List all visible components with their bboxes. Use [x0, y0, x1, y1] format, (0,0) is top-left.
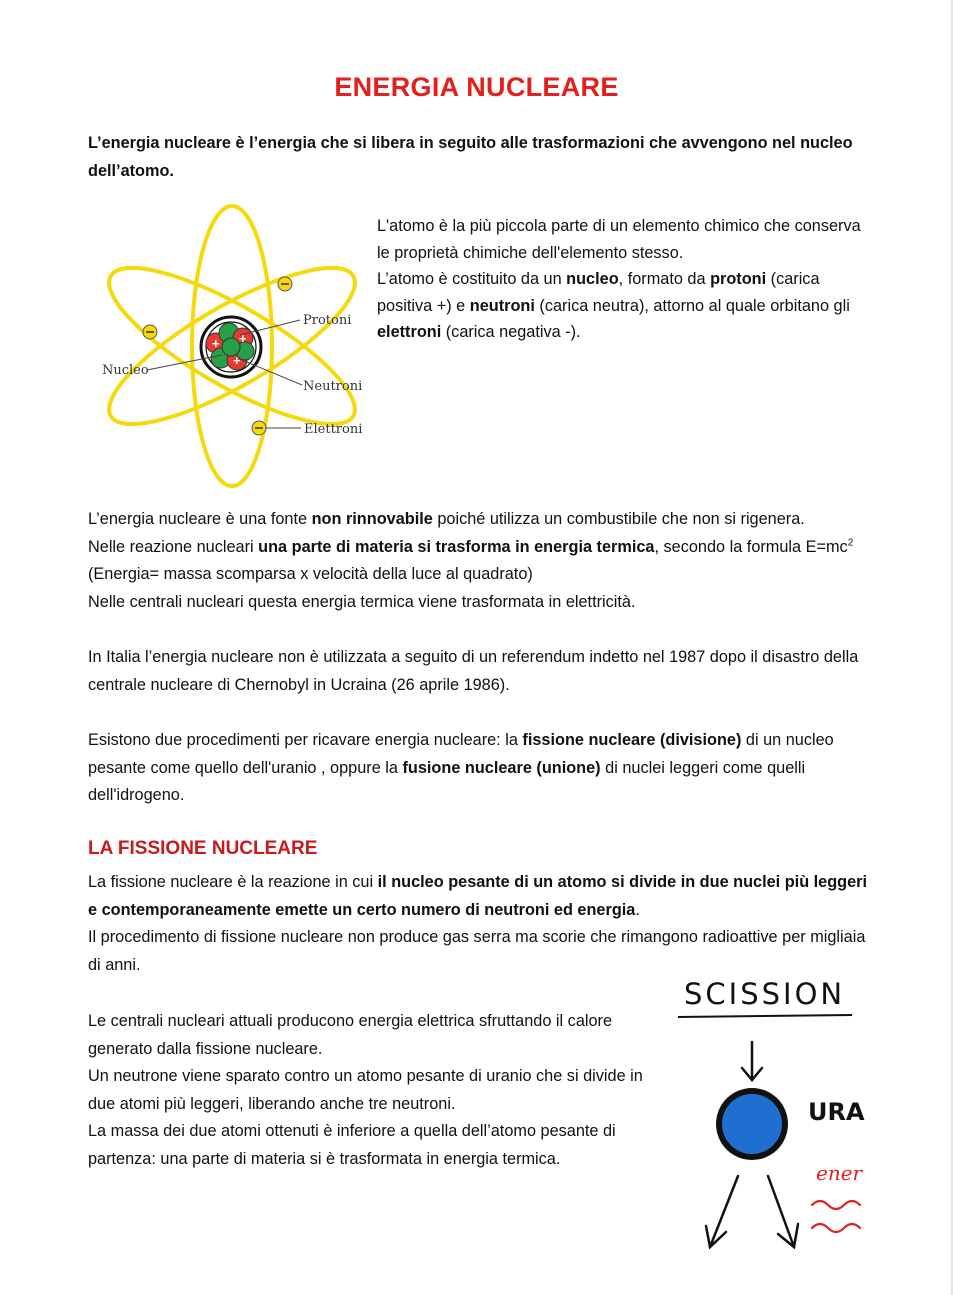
label-neutrons: Neutroni: [303, 379, 363, 394]
sketch-heading: SCISSION: [684, 977, 846, 1011]
italy-paragraph: In Italia l’energia nucleare non è utilizzata a seguito di un referendum indetto nel 1987 dopo il disastro della centrale nucleare di Chernobyl in Ucraina (26 aprile 1986).: [88, 648, 859, 694]
atom-description: L'atomo è la più piccola parte di un elemento chimico che conserva le proprietà chimiche dell'elemento stesso. L’atomo è costituito da un nucleo, formato da protoni (carica positiva +) e neutroni (carica neutra), attorno al quale orbitano gli elettroni (carica negativa -).: [377, 217, 861, 341]
sketch-label-uranium: URA: [808, 1098, 865, 1126]
power-plant-paragraph: Le centrali nucleari attuali producono energia elettrica sfruttando il calore generato dalla fissione nucleare. Un neutrone viene sparato contro un atomo pesante di uranio che si divide in due atomi più leggeri, liberando anche tre neutroni. La massa dei due atomi ottenuti è inferiore a quella dell’atomo pesante di partenza: una parte di materia si è trasformata in energia termica.: [88, 1012, 643, 1168]
intro-paragraph: L’energia nucleare è l’energia che si libera in seguito alle trasformazioni che avvengono nel nucleo dell’atomo.: [88, 134, 853, 180]
atom-diagram: [92, 200, 367, 495]
svg-text:+: +: [239, 331, 247, 346]
label-nucleus: Nucleo: [102, 363, 149, 378]
section-title-fission: LA FISSIONE NUCLEARE: [88, 838, 318, 859]
split-arrows-icon: [706, 1176, 798, 1247]
fission-definition-paragraph: La fissione nucleare è la reazione in cui il nucleo pesante di un atomo si divide in due nuclei più leggeri e contemporaneamente emette un certo numero di neutroni ed energia. Il procedimento di fissione nucleare non produce gas serra ma scorie che rimangono radioattive per migliaia di anni.: [88, 873, 868, 974]
heat-waves-icon: [812, 1201, 860, 1232]
sketch-label-energy: ener: [816, 1161, 863, 1185]
energy-source-paragraph: L’energia nucleare è una fonte non rinnovabile poiché utilizza un combustibile che non si rigenera. Nelle reazione nucleari una parte di materia si trasforma in energia termica, secondo la formula $E=mc^2$ (Energia= massa scomparsa x velocità della luce al quadrato) Nelle centrali nucleari questa energia termica viene trasformata in elettricità.: [88, 510, 854, 611]
procedures-paragraph: Esistono due procedimenti per ricavare energia nucleare: la fissione nucleare (divisione) di un nucleo pesante come quello dell'uranio , oppure la fusione nucleare (unione) di nuclei leggeri come quelli dell'idrogeno.: [88, 731, 834, 804]
fission-sketch: [670, 962, 950, 1262]
svg-text:+: +: [233, 353, 241, 368]
label-electrons: Elettroni: [304, 422, 363, 437]
svg-text:+: +: [212, 336, 220, 351]
arrow-down-icon: [742, 1042, 762, 1080]
label-protons: Protoni: [303, 313, 352, 328]
page-title: ENERGIA NUCLEARE: [334, 72, 619, 102]
